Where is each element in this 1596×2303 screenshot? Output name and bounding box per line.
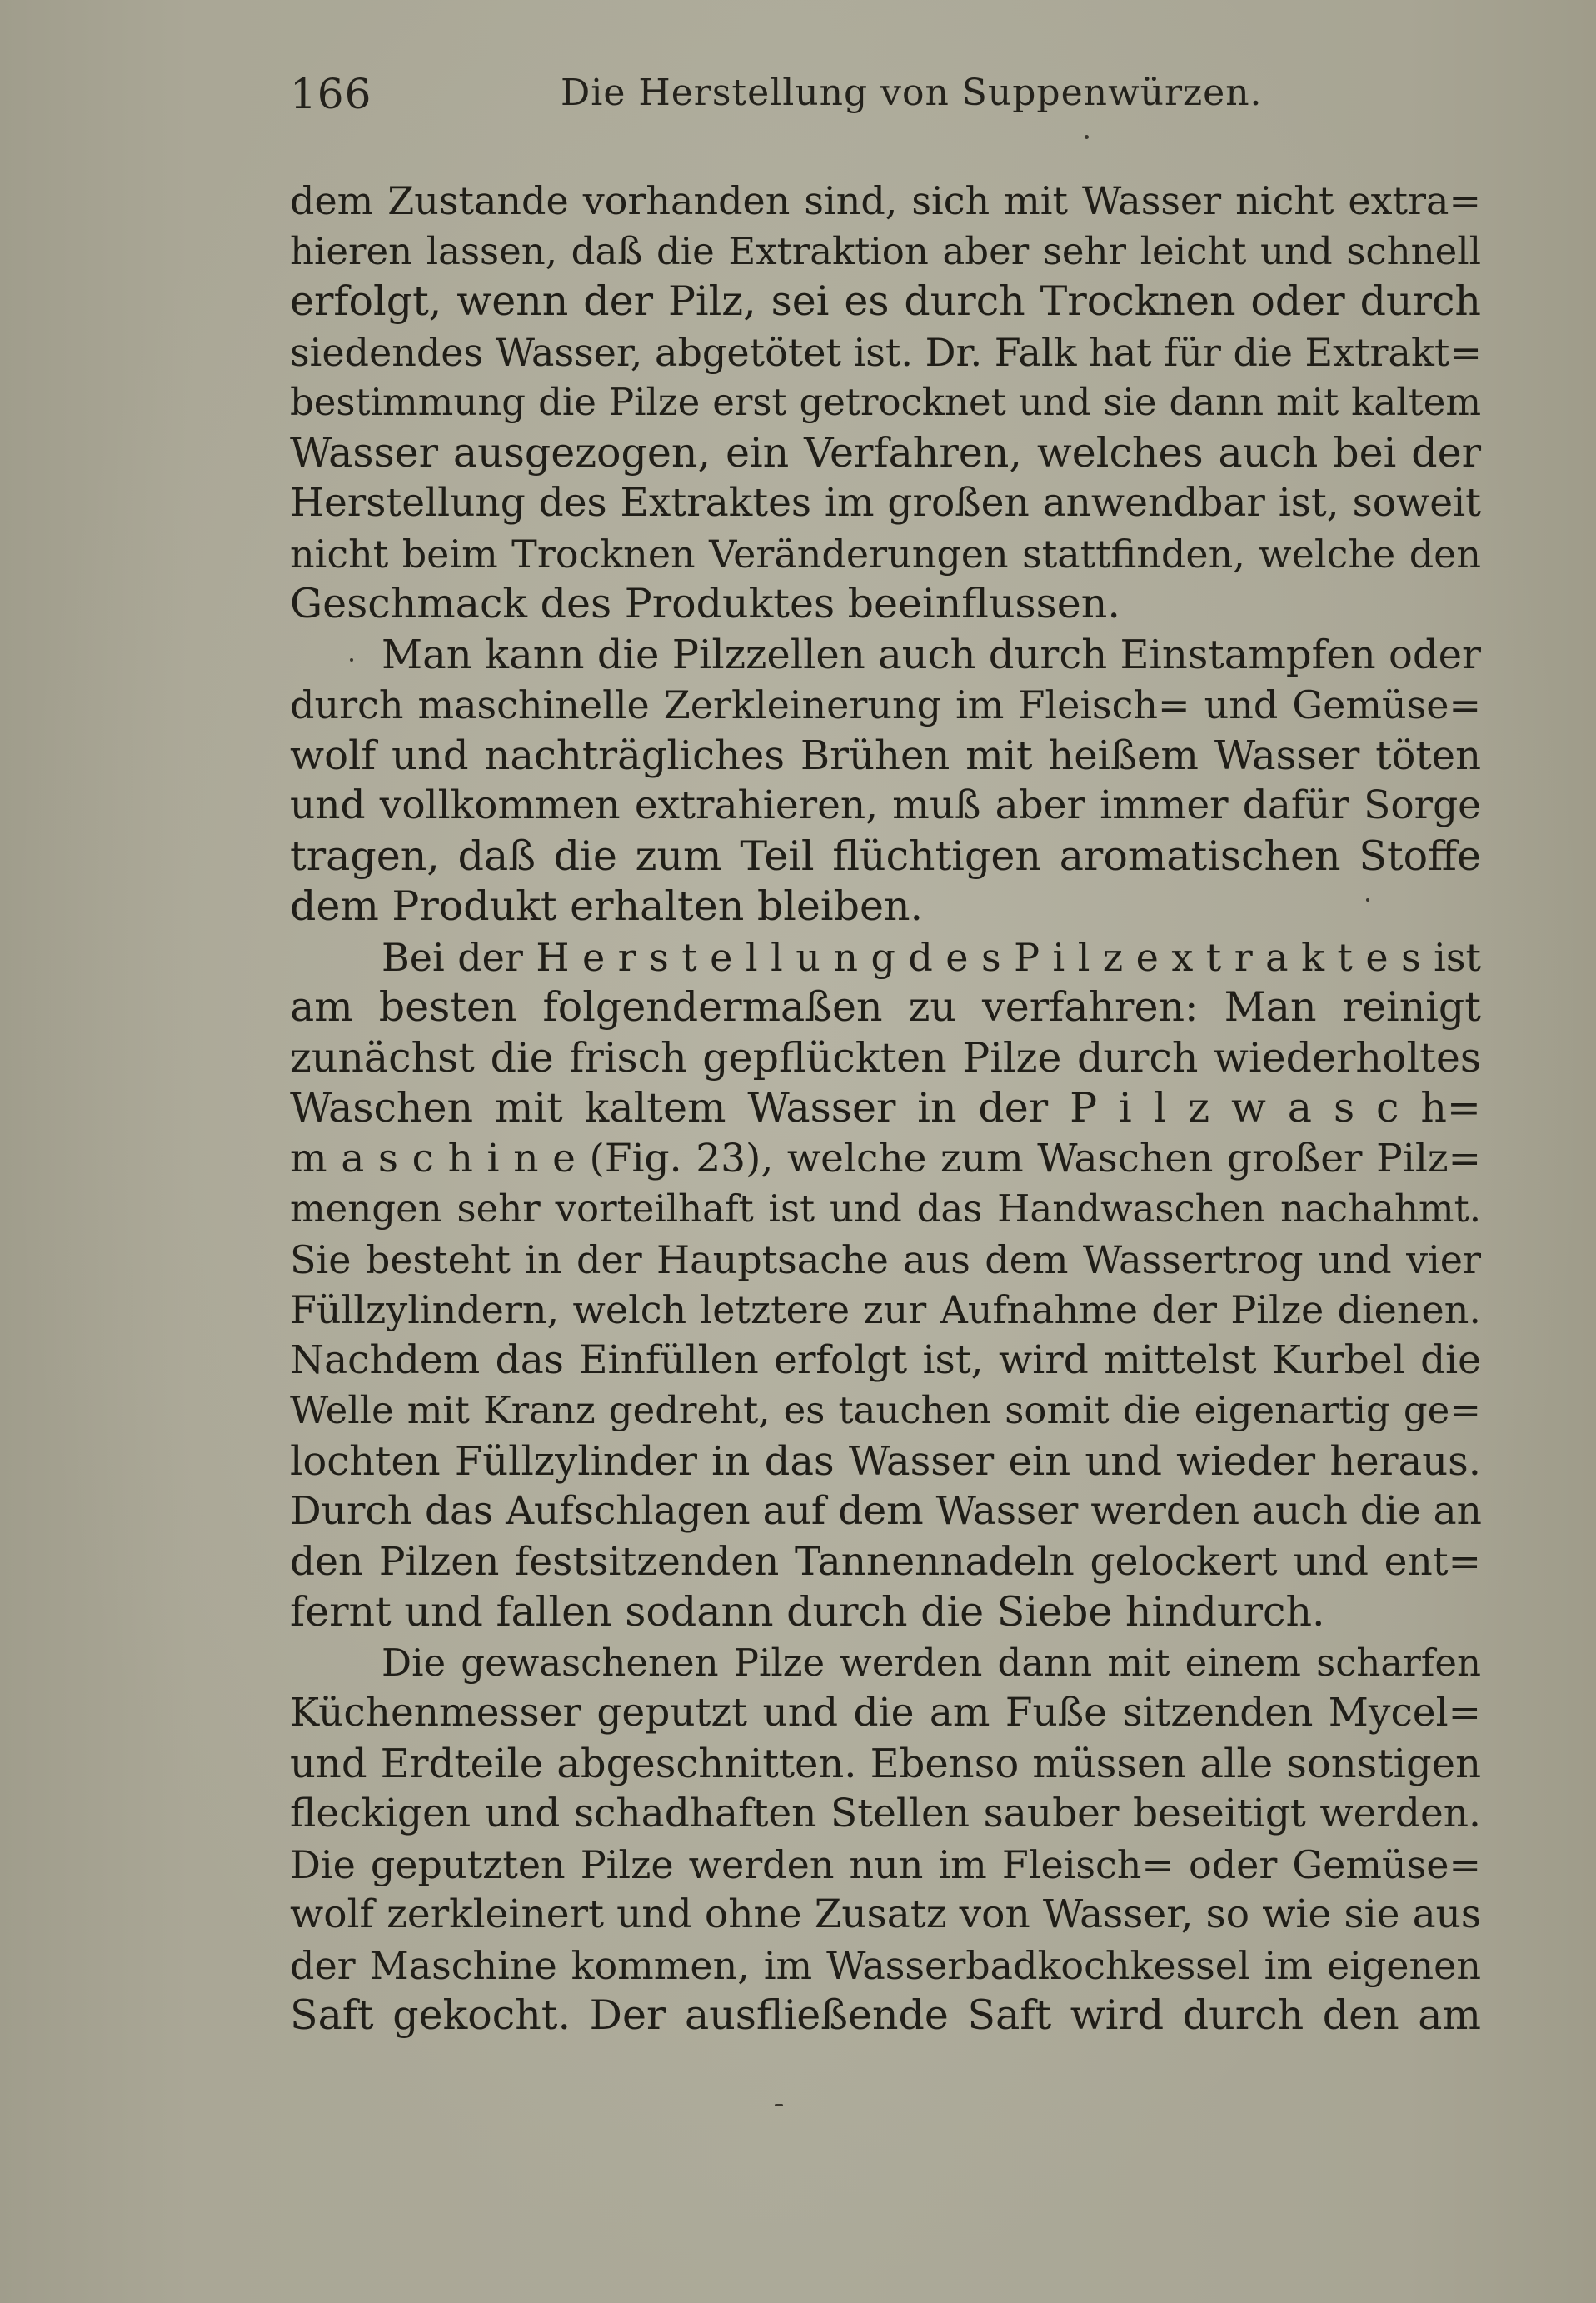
text-line: Geschmack des Produktes beeinflussen. — [290, 580, 1120, 627]
paragraph-4 — [290, 1638, 1481, 2041]
text-line: Welle mit Kranz gedreht, es tauchen somit die eigenartig ge= — [290, 1388, 1481, 1432]
text-line: hieren lassen, daß die Extraktion aber sehr leicht und schnell — [290, 228, 1481, 273]
text-line: mengen sehr vorteilhaft ist und das Handwaschen nachahmt. — [290, 1186, 1481, 1231]
paper-speck — [1085, 135, 1089, 139]
text-line: und Erdteile abgeschnitten. Ebenso müssen alle sonstigen — [290, 1740, 1481, 1787]
text-line: durch maschinelle Zerkleinerung im Fleisch= und Gemüse= — [290, 682, 1481, 727]
text-line: nicht beim Trocknen Veränderungen stattfinden, welche den — [290, 531, 1481, 577]
text-line: bestimmung die Pilze erst getrocknet und sie dann mit kaltem — [290, 380, 1481, 424]
text-line: lochten Füllzylinder in das Wasser ein und wieder heraus. — [290, 1437, 1481, 1485]
text-line: den Pilzen festsitzenden Tannennadeln gelockert und ent= — [290, 1538, 1481, 1585]
text-line: Die geputzten Pilze werden nun im Fleisch= oder Gemüse= — [290, 1841, 1481, 1887]
paragraph-3 — [290, 932, 1481, 1638]
text-line: Wasser ausgezogen, ein Verfahren, welches auch bei der — [290, 428, 1481, 477]
text-line: Waschen mit kaltem Wasser in der P i l z w a s c h= — [290, 1084, 1481, 1132]
text-line: tragen, daß die zum Teil flüchtigen aromatischen Stoffe — [290, 832, 1481, 880]
text-line: Man kann die Pilzzellen auch durch Einstampfen oder — [382, 631, 1481, 678]
text-line: erfolgt, wenn der Pilz, sei es durch Trocknen oder durch — [290, 277, 1481, 325]
text-line: fleckigen und schadhaften Stellen sauber beseitigt werden. — [290, 1791, 1481, 1836]
text-line: dem Zustande vorhanden sind, sich mit Wasser nicht extra= — [290, 178, 1481, 223]
body-text — [290, 176, 1481, 2041]
text-line: Saft gekocht. Der ausfließende Saft wird durch den am — [290, 1991, 1481, 2039]
text-line: m a s c h i n e (Fig. 23), welche zum Waschen großer Pilz= — [290, 1135, 1481, 1181]
text-line: Durch das Aufschlagen auf dem Wasser werden auch die an — [290, 1488, 1482, 1534]
page-number: 166 — [290, 70, 372, 118]
text-line: Bei der H e r s t e l l u n g d e s P i l z e x t r a k t e s ist — [382, 934, 1481, 980]
text-line: Herstellung des Extraktes im großen anwendbar ist, soweit — [290, 480, 1481, 526]
text-line: Nachdem das Einfüllen erfolgt ist, wird mittelst Kurbel die — [290, 1336, 1481, 1383]
text-line: wolf zerkleinert und ohne Zusatz von Wasser, so wie sie aus — [290, 1891, 1481, 1937]
paper-speck — [350, 658, 353, 662]
text-line: zunächst die frisch gepflückten Pilze durch wiederholtes — [290, 1033, 1481, 1082]
paragraph-1 — [290, 176, 1481, 630]
running-title: Die Herstellung von Suppenwürzen. — [561, 72, 1263, 114]
text-line: Füllzylindern, welch letztere zur Aufnahme der Pilze dienen. — [290, 1287, 1481, 1332]
text-line: Küchenmesser geputzt und die am Fuße sitzenden Mycel= — [290, 1690, 1481, 1736]
page-header — [290, 65, 1481, 123]
text-line: fernt und fallen sodann durch die Siebe hindurch. — [290, 1588, 1325, 1636]
text-line: am besten folgendermaßen zu verfahren: Man reinigt — [290, 983, 1481, 1031]
paper-speck — [1366, 898, 1369, 902]
paragraph-2 — [290, 630, 1481, 932]
text-line: Die gewaschenen Pilze werden dann mit einem scharfen — [382, 1640, 1481, 1685]
text-line: Sie besteht in der Hauptsache aus dem Wassertrog und vier — [290, 1236, 1481, 1282]
text-line: wolf und nachträgliches Brühen mit heißem Wasser töten — [290, 732, 1481, 779]
paper-speck — [775, 2104, 783, 2106]
text-line: siedendes Wasser, abgetötet ist. Dr. Falk hat für die Extrakt= — [290, 329, 1482, 375]
text-line: der Maschine kommen, im Wasserbadkochkessel im eigenen — [290, 1942, 1481, 1988]
text-line: und vollkommen extrahieren, muß aber immer dafür Sorge — [290, 782, 1481, 828]
text-line: dem Produkt erhalten bleiben. — [290, 882, 924, 930]
